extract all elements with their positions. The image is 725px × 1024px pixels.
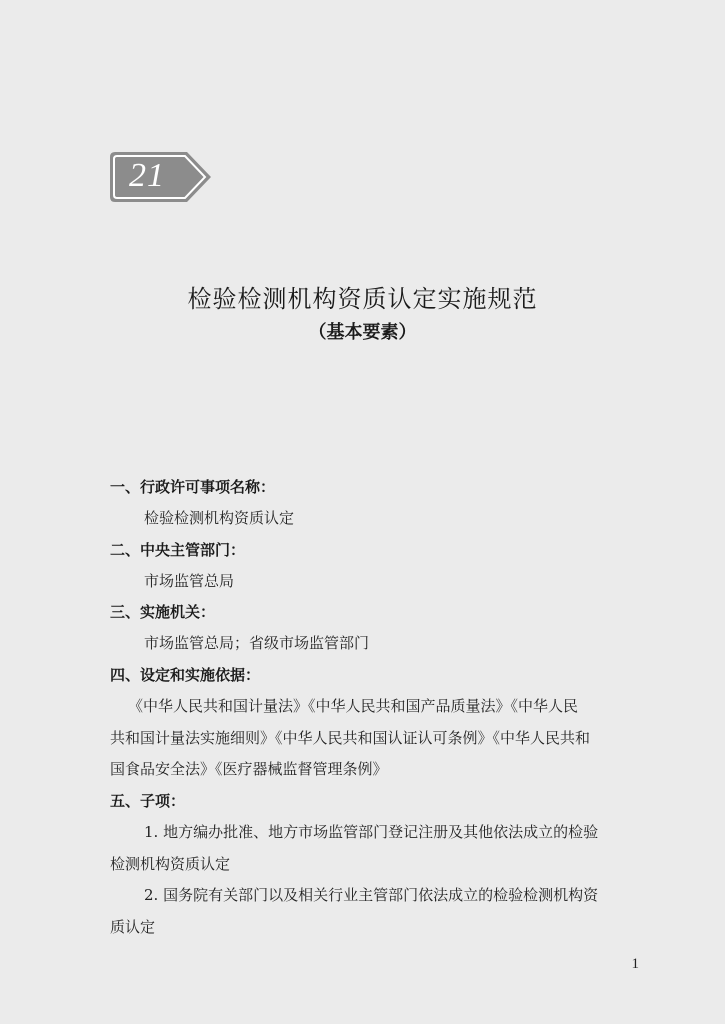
- section-heading-4: 四、设定和实施依据：: [110, 666, 261, 684]
- subitem-1-line-2: 检测机构资质认定: [110, 855, 231, 873]
- page-title: 检验检测机构资质认定实施规范: [187, 285, 538, 313]
- section-heading-3: 三、实施机关：: [110, 603, 216, 621]
- subitem-1-line-1: 1. 地方编办批准、地方市场监管部门登记注册及其他依法成立的检验: [144, 823, 599, 841]
- section-content-1: 检验检测机构资质认定: [144, 509, 295, 527]
- section-line-4-3: 国食品安全法》《医疗器械监督管理条例》: [110, 760, 388, 778]
- section-heading-2: 二、中央主管部门：: [110, 541, 246, 559]
- section-content-3: 市场监管总局；省级市场监管部门: [144, 634, 370, 652]
- section-line-4-2: 共和国计量法实施细则》《中华人民共和国认证认可条例》《中华人民共和: [110, 729, 591, 747]
- section-content-2: 市场监管总局: [144, 572, 235, 590]
- page-number: 1: [631, 956, 639, 972]
- chapter-number: 21: [129, 157, 165, 194]
- subitem-2-line-1: 2. 国务院有关部门以及相关行业主管部门依法成立的检验检测机构资: [144, 886, 599, 904]
- subitem-2-line-2: 质认定: [110, 918, 156, 936]
- section-heading-1: 一、行政许可事项名称：: [110, 478, 276, 496]
- chapter-badge: [109, 151, 213, 203]
- page-subtitle: （基本要素）: [308, 322, 417, 343]
- section-heading-5: 五、子项：: [110, 792, 186, 810]
- section-line-4-1: 《中华人民共和国计量法》《中华人民共和国产品质量法》《中华人民: [128, 697, 579, 715]
